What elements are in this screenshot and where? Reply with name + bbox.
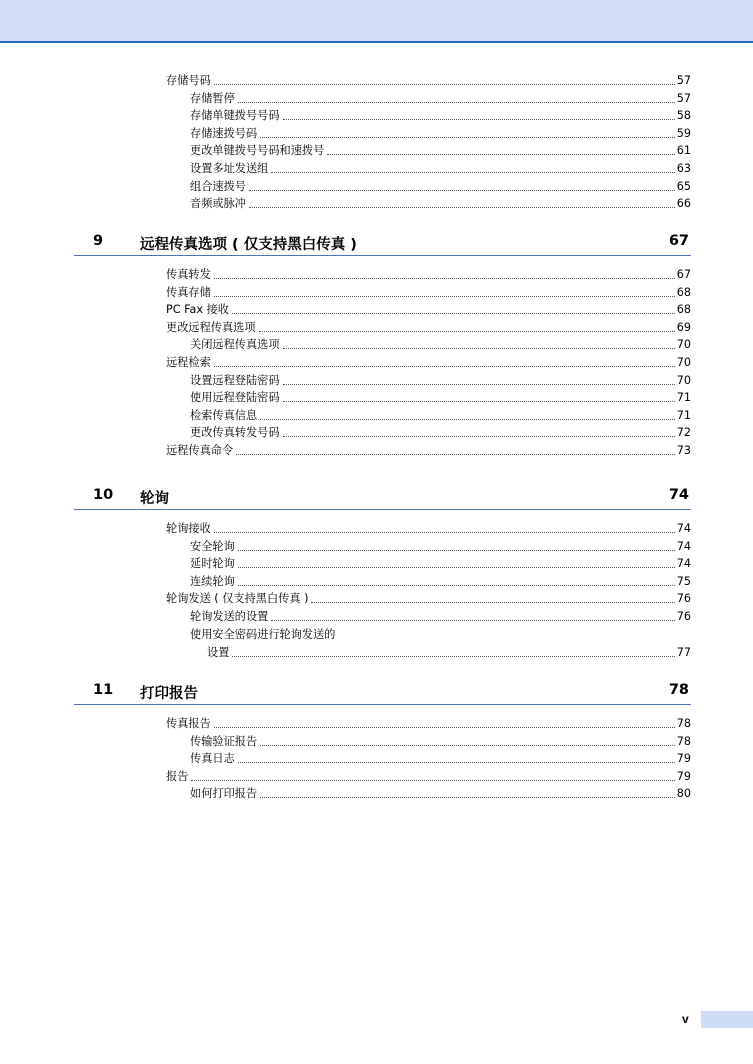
toc-entry[interactable] <box>190 606 691 624</box>
toc-entry-page: 79 <box>676 769 691 783</box>
dot-leader <box>214 726 675 728</box>
dot-leader <box>283 400 675 402</box>
toc-entry-title: 音频或脉冲 <box>190 197 246 211</box>
toc-entry[interactable] <box>190 405 691 423</box>
dot-leader <box>232 655 674 657</box>
toc-entry-page: 72 <box>676 426 691 440</box>
toc-entry[interactable] <box>166 518 691 536</box>
toc-entry-page: 71 <box>676 391 691 405</box>
toc-entry-title: 存储单键拨号号码 <box>190 109 280 123</box>
chapter-title: 轮询 <box>140 491 169 507</box>
toc-entry-title: 设置 <box>207 646 230 660</box>
toc-entry[interactable] <box>166 766 691 784</box>
toc-entry-title: PC Fax 接收 <box>166 303 229 317</box>
toc-entry[interactable] <box>190 123 691 141</box>
toc-entry[interactable] <box>190 88 691 106</box>
toc-entry-title: 如何打印报告 <box>190 787 258 801</box>
page-number: v <box>682 1012 689 1026</box>
toc-entry-page: 78 <box>676 717 691 730</box>
toc-entry-page: 76 <box>676 610 691 623</box>
dot-leader <box>271 619 674 621</box>
toc-entry-page: 66 <box>676 197 691 211</box>
toc-entry[interactable] <box>166 70 691 88</box>
dot-leader <box>238 549 675 551</box>
dot-leader <box>283 347 675 349</box>
toc-entry[interactable] <box>190 624 691 642</box>
toc-entry-title: 检索传真信息 <box>190 408 258 422</box>
toc-entry-title: 组合速拨号 <box>190 179 246 193</box>
toc-entry-title: 延时轮询 <box>190 557 235 571</box>
toc-entry-page: 73 <box>676 444 691 457</box>
toc-entry-title: 设置远程登陆密码 <box>190 373 280 387</box>
toc-entry-title: 使用远程登陆密码 <box>190 391 280 405</box>
chapter-page: 78 <box>668 682 689 698</box>
dot-leader <box>214 365 675 367</box>
toc-entry-page: 75 <box>676 574 691 588</box>
dot-leader <box>214 277 675 279</box>
toc-entry-page: 70 <box>676 338 691 352</box>
toc-entry-title: 传真存储 <box>166 285 211 299</box>
dot-leader <box>260 796 675 798</box>
toc-entry-title: 更改远程传真选项 <box>166 320 256 334</box>
chapter-page: 67 <box>668 233 689 249</box>
dot-leader <box>249 189 675 191</box>
toc-entry-title: 传输验证报告 <box>190 734 258 748</box>
toc-entry-title: 轮询发送 ( 仅支持黑白传真 ) <box>166 592 309 606</box>
toc-entry-page: 78 <box>676 734 691 748</box>
toc-entry[interactable] <box>190 334 691 352</box>
toc-entry-page: 57 <box>676 74 691 87</box>
toc-entry-title: 更改单键拨号号码和速拨号 <box>190 144 325 158</box>
dot-leader <box>238 101 675 103</box>
toc-entry-page: 76 <box>676 592 691 606</box>
toc-entry-title: 更改传真转发号码 <box>190 426 280 440</box>
toc-entry-title: 轮询接收 <box>166 522 211 535</box>
dot-leader <box>259 330 675 332</box>
toc-entry[interactable] <box>166 264 691 282</box>
chapter-number: 9 <box>93 233 104 249</box>
chapter-number: 11 <box>93 682 114 698</box>
toc-entry-page: 70 <box>676 373 691 387</box>
dot-leader <box>311 601 674 603</box>
toc-entry-page: 63 <box>676 162 691 175</box>
toc-entry[interactable] <box>166 317 691 335</box>
chapter-title: 远程传真选项 ( 仅支持黑白传真 ) <box>140 237 357 253</box>
toc-entry-title: 存储暂停 <box>190 91 235 105</box>
dot-leader <box>260 744 675 746</box>
dot-leader <box>283 435 675 437</box>
toc-entry[interactable] <box>190 748 691 766</box>
toc-entry-page: 74 <box>676 522 691 535</box>
toc-entry[interactable] <box>190 536 691 554</box>
toc-entry-title: 关闭远程传真选项 <box>190 338 280 352</box>
chapter-title: 打印报告 <box>140 686 198 702</box>
toc-entry-page: 77 <box>676 646 691 660</box>
dot-leader <box>214 295 675 297</box>
toc-entry[interactable] <box>190 783 691 801</box>
toc-entry-title: 远程检索 <box>166 356 211 369</box>
toc-entry[interactable] <box>190 176 691 194</box>
toc-entry-title: 存储速拨号码 <box>190 126 258 140</box>
dot-leader <box>238 761 675 763</box>
toc-entry-title: 传真报告 <box>166 717 211 730</box>
toc-entry-page: 74 <box>676 557 691 571</box>
chapter-heading[interactable] <box>74 487 691 510</box>
chapter-heading[interactable] <box>74 233 691 256</box>
dot-leader <box>327 153 674 155</box>
chapter-heading[interactable] <box>74 682 691 705</box>
toc-entry[interactable] <box>207 642 691 660</box>
toc-entry[interactable] <box>190 387 691 405</box>
chapter-page: 74 <box>668 487 689 503</box>
dot-leader <box>260 136 675 138</box>
toc-entry-page: 70 <box>676 356 691 369</box>
toc-entry[interactable] <box>190 370 691 388</box>
toc-entry[interactable] <box>166 282 691 300</box>
toc-entry-title: 使用安全密码进行轮询发送的 <box>190 627 336 641</box>
dot-leader <box>260 418 675 420</box>
toc-entry[interactable] <box>190 140 691 158</box>
toc-entry-title: 远程传真命令 <box>166 444 234 457</box>
footer-tab <box>701 1011 753 1028</box>
dot-leader <box>214 531 675 533</box>
toc-entry-page: 69 <box>676 320 691 334</box>
toc-entry[interactable] <box>166 352 691 370</box>
dot-leader <box>236 453 675 455</box>
toc-entry-title: 轮询发送的设置 <box>190 610 269 623</box>
toc-entry-page: 58 <box>676 109 691 123</box>
toc-entry[interactable] <box>166 588 691 606</box>
toc-entry-page: 61 <box>676 144 691 158</box>
dot-leader <box>283 118 675 120</box>
dot-leader <box>191 779 674 781</box>
dot-leader <box>232 312 675 314</box>
toc-entry[interactable] <box>166 299 691 317</box>
toc-entry[interactable] <box>190 105 691 123</box>
dot-leader <box>214 83 675 85</box>
toc-entry-page: 68 <box>676 303 691 317</box>
toc-entry-title: 安全轮询 <box>190 539 235 553</box>
toc-entry-title: 连续轮询 <box>190 574 235 588</box>
toc-entry[interactable] <box>190 422 691 440</box>
toc-entry-title: 传真转发 <box>166 268 211 281</box>
dot-leader <box>271 171 674 173</box>
toc-entry[interactable] <box>190 553 691 571</box>
toc-entry-page: 79 <box>676 752 691 766</box>
toc-entry-title: 传真日志 <box>190 752 235 766</box>
toc-entry-page: 57 <box>676 91 691 105</box>
toc-entry-title: 报告 <box>166 769 189 783</box>
chapter-number: 10 <box>93 487 114 503</box>
toc-entry[interactable] <box>190 158 691 176</box>
dot-leader <box>238 584 675 586</box>
toc-entry-title: 存储号码 <box>166 74 211 87</box>
toc-entry[interactable] <box>190 193 691 211</box>
toc-entry-page: 59 <box>676 126 691 140</box>
toc-entry-page: 68 <box>676 285 691 299</box>
toc-entry[interactable] <box>190 571 691 589</box>
toc-entry-title: 设置多址发送组 <box>190 162 269 175</box>
toc-entry[interactable] <box>190 731 691 749</box>
toc-entry-page: 74 <box>676 539 691 553</box>
dot-leader <box>283 383 675 385</box>
toc-entry-page: 71 <box>676 408 691 422</box>
dot-leader <box>238 566 675 568</box>
toc-entry[interactable] <box>166 440 691 458</box>
dot-leader <box>249 206 675 208</box>
toc-entry-page: 80 <box>676 787 691 801</box>
toc-entry[interactable] <box>166 713 691 731</box>
toc-entry-page: 65 <box>676 179 691 193</box>
toc-entry-page: 67 <box>676 268 691 281</box>
